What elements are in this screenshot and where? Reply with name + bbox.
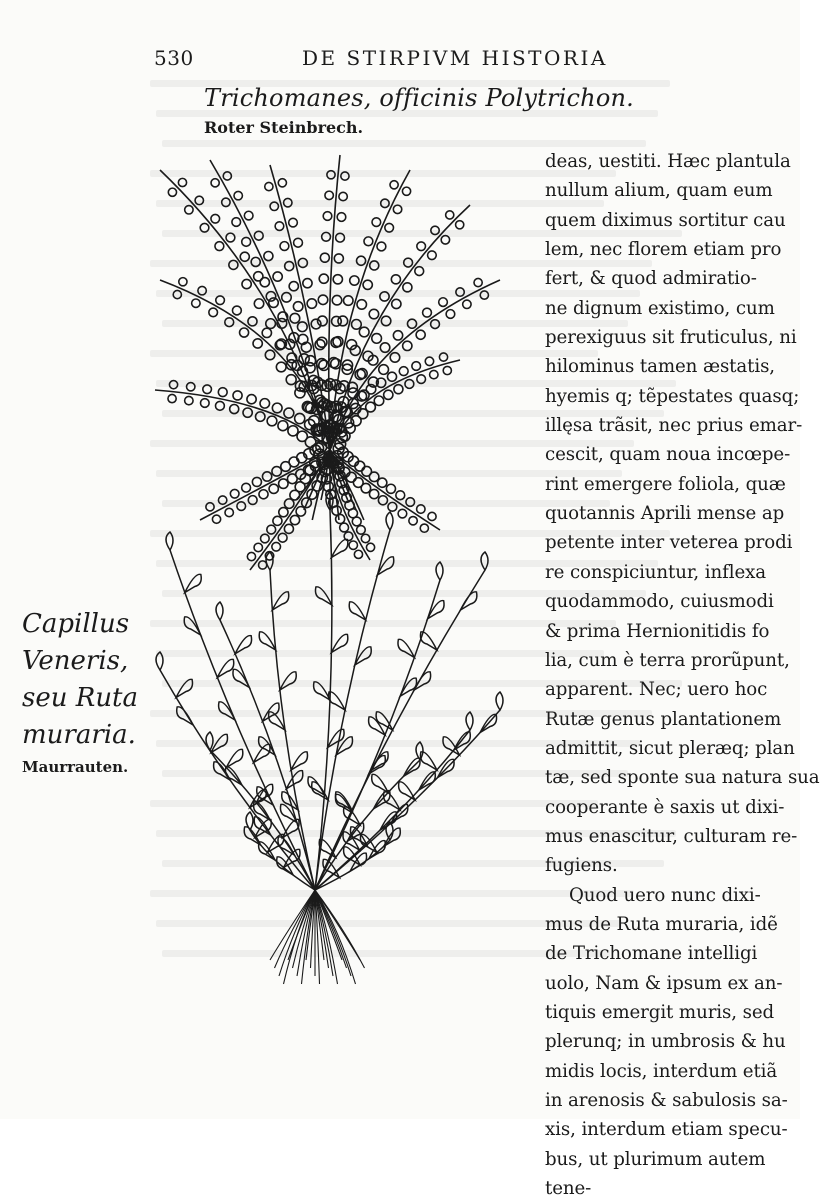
body-text-line: quodammodo, cuiusmodi — [545, 591, 774, 613]
side-label-line: seu Ruta — [22, 683, 139, 713]
body-text-line: Rutæ genus plantationem — [545, 708, 782, 730]
body-text-line: apparent. Nec; uero hoc — [545, 679, 768, 701]
running-head: DE STIRPIVM HISTORIA — [302, 46, 608, 70]
body-text-line: uolo, Nam & ipsum ex an- — [545, 972, 783, 994]
body-text-line: perexiguus sit fruticulus, ni — [545, 327, 797, 349]
body-text-line: hyemis q; tẽpestates quasq; — [545, 385, 800, 407]
page-number: 530 — [154, 46, 194, 70]
body-text-line: de Trichomane intelligi — [545, 943, 758, 965]
body-text-line: fert, & quod admiratio- — [545, 268, 757, 290]
body-text-column — [545, 147, 820, 1203]
body-text-line: midis locis, interdum etiã — [545, 1060, 778, 1082]
body-text-line: petente inter veterea prodi — [545, 532, 793, 554]
maidenhair-spleenwort-woodcut — [155, 155, 500, 570]
body-text-line: mus de Ruta muraria, idẽ — [545, 913, 778, 935]
body-text-line: rint emergere foliola, quæ — [545, 473, 786, 495]
side-label-line: Capillus — [22, 609, 130, 639]
body-text-line: quem diximus sortitur cau — [545, 209, 786, 231]
body-text-line: in arenosis & sabulosis sa- — [545, 1090, 788, 1111]
side-label-block — [22, 606, 138, 780]
body-text-line: lem, nec florem etiam pro — [545, 239, 782, 261]
body-text-line: deas, uestiti. Hæc plantula — [545, 151, 791, 172]
body-text-line: illęsa trãsit, nec prius emar- — [545, 415, 803, 437]
side-label-vernacular: Maurrauten. — [22, 758, 129, 776]
plant-vernacular-name: Roter Steinbrech. — [204, 118, 364, 137]
body-text-line: hilominus tamen æstatis, — [545, 356, 775, 378]
side-label-line: muraria. — [22, 720, 136, 750]
wall-rue-woodcut — [156, 492, 503, 984]
body-text-line: mus enascitur, culturam re- — [545, 825, 798, 847]
plant-woodcut-illustration — [140, 150, 550, 1000]
body-text-line: re conspiciuntur, inflexa — [545, 561, 767, 583]
body-text-line: plerunq; in umbrosis & hu — [545, 1031, 786, 1053]
body-text-line: cescit, quam noua incœpe- — [545, 444, 791, 466]
body-text-line: tæ, sed sponte sua natura sua — [545, 767, 820, 789]
plant-title: Trichomanes, officinis Polytrichon. — [204, 84, 634, 112]
body-text-line: bus, ut plurimum autem — [545, 1148, 766, 1170]
body-text-line: admittit, sicut pleræq; plan — [545, 737, 795, 759]
body-text-line: tiquis emergit muris, sed — [545, 1001, 775, 1023]
body-text-line: fugiens. — [545, 855, 618, 877]
body-text-line: cooperante è saxis ut dixi- — [545, 796, 785, 818]
side-label-line: Veneris, — [22, 646, 129, 676]
body-text-line: lia, cum è terra prorũpunt, — [545, 649, 790, 671]
body-text-line: & prima Hernionitidis fo — [545, 620, 770, 642]
body-text-line: Quod uero nunc dixi- — [569, 884, 761, 906]
body-text-line: nullum alium, quam eum — [545, 180, 773, 202]
body-text-line: tene- — [545, 1178, 592, 1200]
body-text-line: ne dignum existimo, cum — [545, 297, 775, 319]
body-text-line: quotannis Aprili mense ap — [545, 503, 785, 525]
body-text-line: xis, interdum etiam specu- — [545, 1119, 788, 1141]
